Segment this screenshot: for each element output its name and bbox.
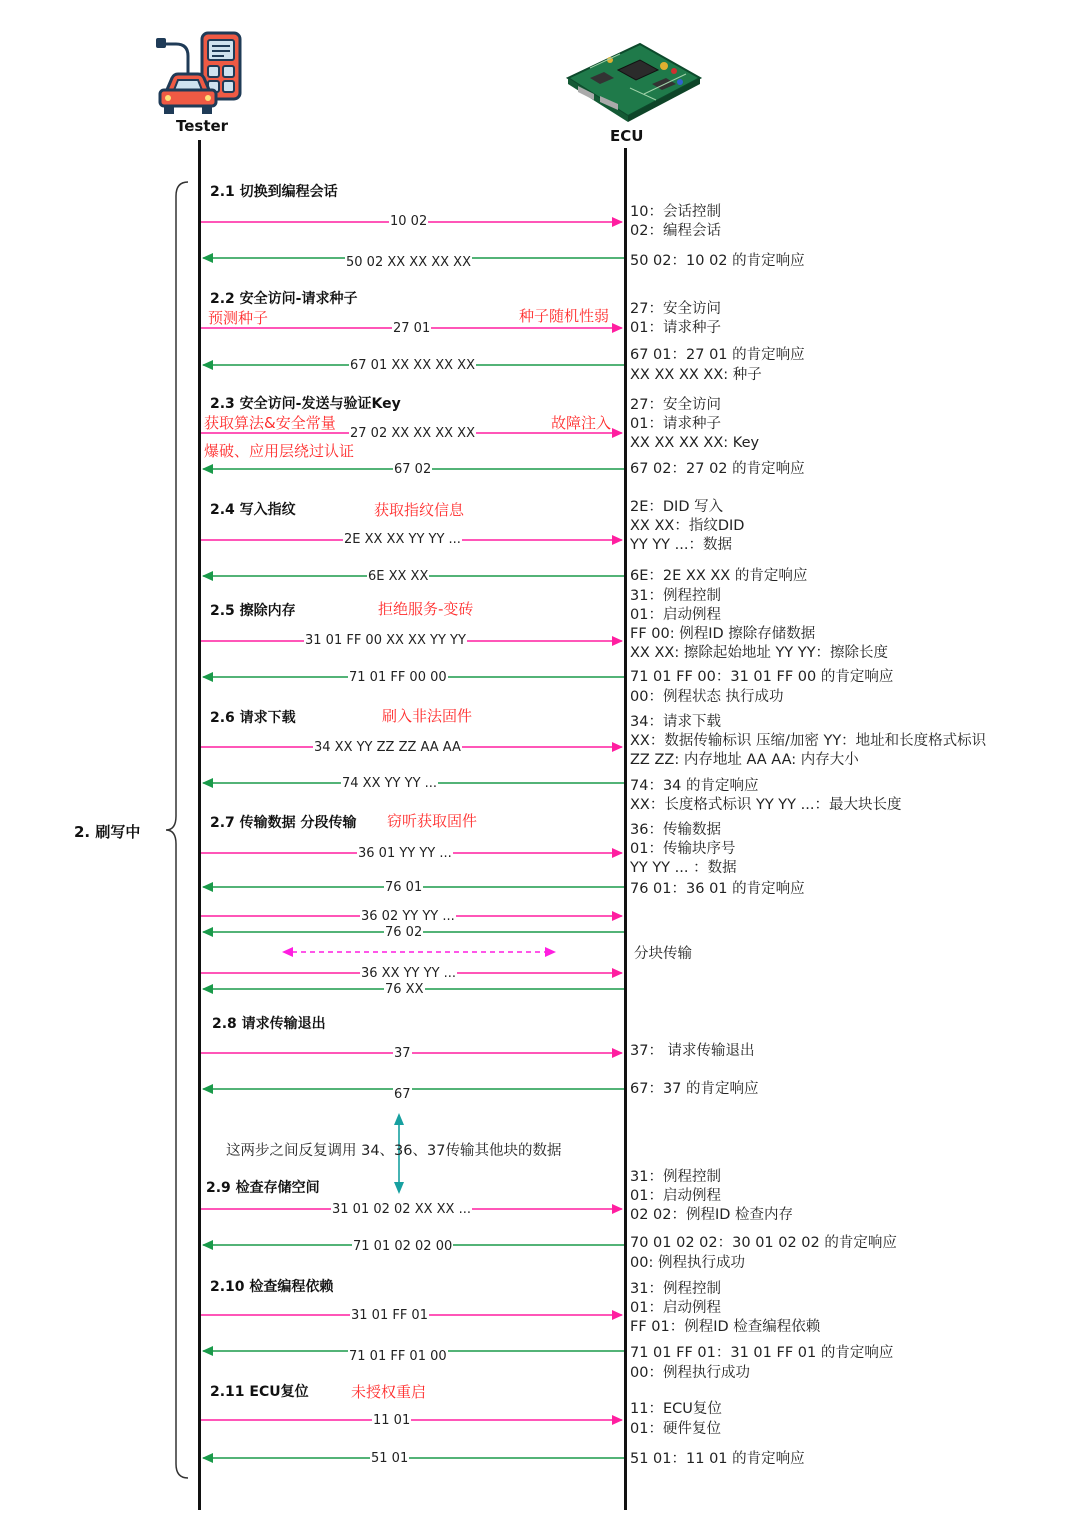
arrowhead-left-icon — [202, 882, 213, 892]
section-title: 2.10 检查编程依赖 — [210, 1279, 334, 1295]
ecu-note: 70 01 02 02：30 01 02 02 的肯定响应 — [630, 1235, 897, 1251]
ecu-note: 67 02：27 02 的肯定响应 — [630, 461, 805, 477]
ecu-note: 27：安全访问 — [630, 397, 721, 413]
ecu-note: 67 01：27 01 的肯定响应 — [630, 347, 805, 363]
attack-label: 爆破、应用层绕过认证 — [204, 442, 355, 460]
phase-brace — [160, 180, 194, 1480]
arrowhead-left-icon — [282, 947, 293, 957]
ecu-note: 01：硬件复位 — [630, 1421, 721, 1437]
arrowhead-right-icon — [612, 636, 623, 646]
message-label: 50 02 XX XX XX XX — [346, 255, 471, 270]
message-label: 36 01 YY YY ... — [358, 846, 452, 861]
attack-label: 预测种子 — [208, 309, 269, 327]
arrowhead-left-icon — [202, 927, 213, 937]
arrowhead-left-icon — [202, 464, 213, 474]
ecu-note: 2E：DID 写入 — [630, 499, 724, 515]
attack-label: 刷入非法固件 — [382, 707, 473, 725]
message-label: 31 01 02 02 XX XX ... — [332, 1202, 471, 1217]
arrowhead-right-icon — [612, 428, 623, 438]
ecu-note: XX：数据传输标识 压缩/加密 YY：地址和长度格式标识 — [630, 733, 987, 749]
phase-label: 2. 刷写中 — [74, 823, 141, 841]
attack-label: 获取算法&安全常量 — [204, 414, 336, 432]
ecu-note: FF 00: 例程ID 擦除存储数据 — [630, 626, 816, 642]
arrowhead-right-icon — [612, 911, 623, 921]
arrowhead-right-icon — [612, 217, 623, 227]
section-title: 2.7 传输数据 分段传输 — [210, 815, 357, 831]
message-label: 36 02 YY YY ... — [361, 909, 455, 924]
section-title: 2.5 擦除内存 — [210, 603, 296, 619]
arrowhead-left-icon — [202, 1346, 213, 1356]
message-label: 76 01 — [385, 880, 423, 895]
message-label: 76 02 — [385, 925, 423, 940]
message-label: 34 XX YY ZZ ZZ AA AA — [314, 740, 461, 755]
ecu-note: 00：例程执行成功 — [630, 1365, 750, 1381]
section-title: 2.1 切换到编程会话 — [210, 184, 338, 200]
section-title: 2.6 请求下载 — [210, 710, 296, 726]
ecu-note: XX XX XX XX: 种子 — [630, 367, 762, 383]
ecu-lifeline — [624, 148, 627, 1510]
arrowhead-left-icon — [202, 360, 213, 370]
section-title: 2.11 ECU复位 — [210, 1384, 309, 1400]
ecu-note: 00: 例程执行成功 — [630, 1255, 745, 1271]
ecu-note: ZZ ZZ: 内存地址 AA AA: 内存大小 — [630, 752, 859, 768]
message-label: 36 XX YY YY ... — [361, 966, 457, 981]
message-label: 37 — [394, 1046, 411, 1061]
ecu-note: 31：例程控制 — [630, 1169, 721, 1185]
car-diagnostic-tester-icon — [152, 30, 246, 116]
message-label: 76 XX — [385, 982, 424, 997]
message-label: 67 01 XX XX XX XX — [350, 358, 475, 373]
ecu-note: 76 01：36 01 的肯定响应 — [630, 881, 805, 897]
section-title: 2.4 写入指纹 — [210, 502, 296, 518]
ecu-note: 34：请求下载 — [630, 714, 721, 730]
ecu-note: 74：34 的肯定响应 — [630, 778, 759, 794]
ecu-note: FF 01：例程ID 检查编程依赖 — [630, 1319, 821, 1335]
arrowhead-left-icon — [202, 984, 213, 994]
ecu-note: 6E：2E XX XX 的肯定响应 — [630, 568, 808, 584]
ecu-note: XX XX：指纹DID — [630, 518, 745, 534]
ecu-note: 50 02：10 02 的肯定响应 — [630, 253, 805, 269]
circuit-board-icon — [560, 38, 704, 124]
section-title: 2.8 请求传输退出 — [212, 1016, 326, 1032]
arrowhead-left-icon — [202, 253, 213, 263]
ecu-note: XX XX: 擦除起始地址 YY YY：擦除长度 — [630, 645, 888, 661]
message-label: 51 01 — [371, 1451, 409, 1466]
ecu-note: YY YY ... ：数据 — [630, 860, 737, 876]
ecu-note: 31：例程控制 — [630, 588, 721, 604]
message-label: 10 02 — [390, 214, 428, 229]
ecu-note: 11：ECU复位 — [630, 1401, 722, 1417]
ecu-note: 71 01 FF 01：31 01 FF 01 的肯定响应 — [630, 1345, 894, 1361]
arrowhead-right-icon — [612, 968, 623, 978]
ecu-label: ECU — [610, 127, 644, 145]
attack-label: 故障注入 — [551, 414, 612, 432]
tester-lifeline — [198, 140, 201, 1510]
message-label: 31 01 FF 01 — [351, 1308, 428, 1323]
arrowhead-right-icon — [612, 742, 623, 752]
message-label: 2E XX XX YY YY ... — [344, 532, 461, 547]
section-title: 2.2 安全访问-请求种子 — [210, 291, 358, 307]
ecu-note: 67：37 的肯定响应 — [630, 1081, 759, 1097]
ecu-note: 71 01 FF 00：31 01 FF 00 的肯定响应 — [630, 669, 894, 685]
message-label: 71 01 FF 00 00 — [349, 670, 447, 685]
ecu-note: 01：请求种子 — [630, 320, 721, 336]
ecu-note: 02 02：例程ID 检查内存 — [630, 1207, 794, 1223]
message-label: 27 02 XX XX XX XX — [350, 426, 475, 441]
arrowhead-right-icon — [612, 1310, 623, 1320]
ecu-note: 27：安全访问 — [630, 301, 721, 317]
attack-label: 获取指纹信息 — [374, 501, 465, 519]
arrowhead-left-icon — [202, 571, 213, 581]
message-label: 71 01 02 02 00 — [353, 1239, 453, 1254]
ecu-note: 10：会话控制 — [630, 204, 721, 220]
section-title: 2.9 检查存储空间 — [206, 1180, 320, 1196]
ecu-note: YY YY ...：数据 — [630, 537, 732, 553]
arrowhead-right-icon — [612, 1048, 623, 1058]
message-label: 74 XX YY YY ... — [342, 776, 438, 791]
arrowhead-left-icon — [202, 1084, 213, 1094]
section-title: 2.3 安全访问-发送与验证Key — [210, 396, 401, 412]
arrowhead-right-icon — [612, 1415, 623, 1425]
message-label: 27 01 — [393, 321, 431, 336]
arrowhead-left-icon — [202, 672, 213, 682]
tester-label: Tester — [176, 117, 229, 135]
arrowhead-left-icon — [202, 1240, 213, 1250]
ecu-note: 01：请求种子 — [630, 416, 721, 432]
arrowhead-right-icon — [545, 947, 556, 957]
attack-label: 种子随机性弱 — [519, 307, 610, 325]
ecu-note: 37： 请求传输退出 — [630, 1043, 755, 1059]
message-label: 71 01 FF 01 00 — [349, 1349, 447, 1364]
block-transfer-note: 分块传输 — [634, 946, 692, 962]
ecu-note: 01：传输块序号 — [630, 841, 736, 857]
message-label: 31 01 FF 00 XX XX YY YY — [305, 633, 466, 648]
ecu-note: 01：启动例程 — [630, 607, 721, 623]
ecu-note: 31：例程控制 — [630, 1281, 721, 1297]
message-label: 67 — [394, 1087, 411, 1102]
arrowhead-left-icon — [202, 778, 213, 788]
attack-label: 窃听获取固件 — [387, 812, 478, 830]
arrowhead-right-icon — [612, 323, 623, 333]
ecu-note: XX：长度格式标识 YY YY ...：最大块长度 — [630, 797, 902, 813]
arrowhead-right-icon — [612, 848, 623, 858]
arrowhead-up-icon — [394, 1113, 404, 1125]
ecu-note: 02：编程会话 — [630, 223, 721, 239]
ecu-note: 01：启动例程 — [630, 1300, 721, 1316]
attack-label: 未授权重启 — [351, 1383, 427, 1401]
message-label: 6E XX XX — [368, 569, 429, 584]
loop-note: 这两步之间反复调用 34、36、37传输其他块的数据 — [226, 1143, 562, 1159]
ecu-note: 51 01：11 01 的肯定响应 — [630, 1451, 805, 1467]
message-label: 11 01 — [373, 1413, 411, 1428]
arrowhead-down-icon — [394, 1182, 404, 1194]
attack-label: 拒绝服务-变砖 — [378, 600, 474, 618]
ecu-note: 00：例程状态 执行成功 — [630, 689, 784, 705]
arrowhead-left-icon — [202, 1453, 213, 1463]
ecu-note: 36：传输数据 — [630, 822, 721, 838]
ecu-note: XX XX XX XX: Key — [630, 435, 760, 451]
arrowhead-right-icon — [612, 1204, 623, 1214]
ecu-note: 01：启动例程 — [630, 1188, 721, 1204]
message-label: 67 02 — [394, 462, 432, 477]
arrowhead-right-icon — [612, 535, 623, 545]
